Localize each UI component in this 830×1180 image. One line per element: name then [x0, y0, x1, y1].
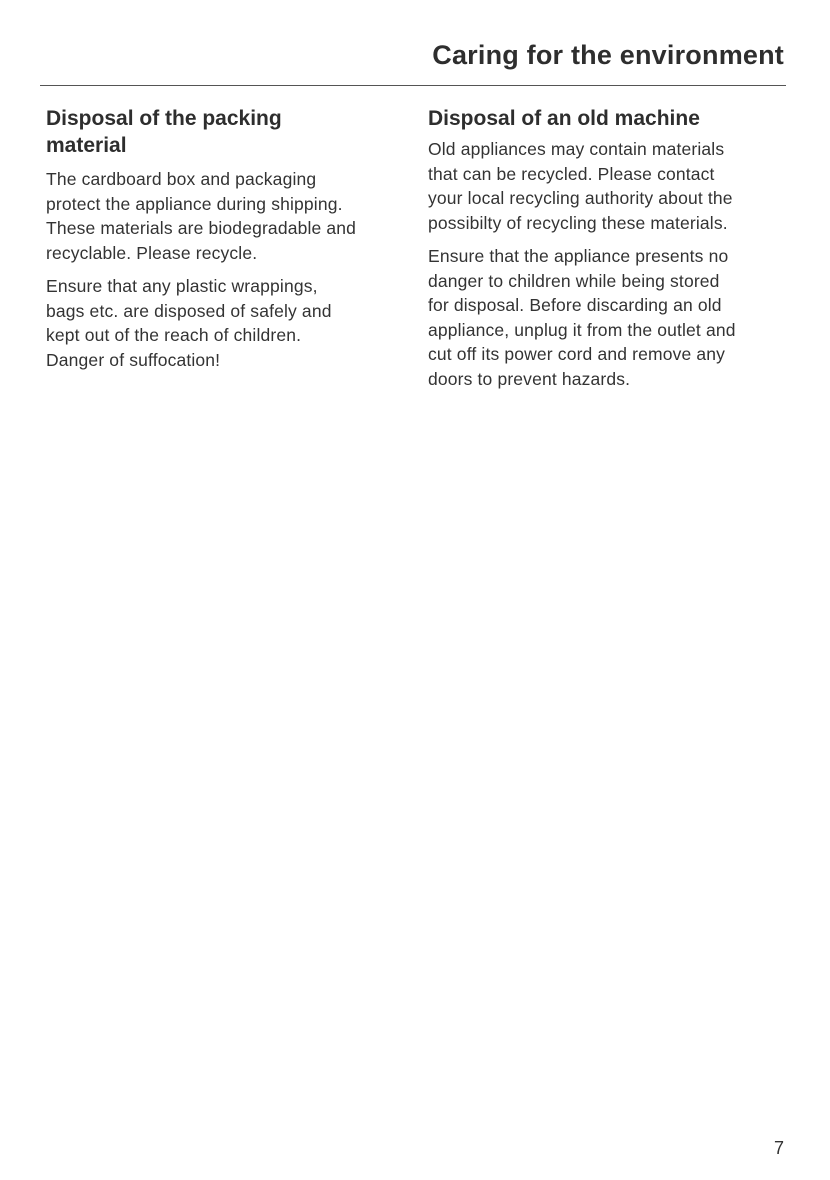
- text-line: These materials are biodegradable and: [46, 218, 357, 238]
- paragraph-old-machine-safety: [428, 244, 793, 391]
- header-divider: [40, 85, 786, 86]
- text-line: kept out of the reach of children.: [46, 325, 302, 345]
- paragraph-old-machine-recycle: [428, 137, 793, 235]
- text-line: danger to children while being stored: [428, 270, 720, 291]
- text-line: your local recycling authority about the: [428, 188, 733, 208]
- text-line: recyclable. Please recycle.: [46, 242, 258, 263]
- text-line: appliance, unplug it from the outlet and: [428, 319, 736, 340]
- text-line: Ensure that any plastic wrappings,: [46, 276, 318, 296]
- text-line: for disposal. Before discarding an old: [428, 295, 722, 315]
- text-line: Ensure that the appliance presents no: [428, 246, 729, 266]
- text-line: protect the appliance during shipping.: [46, 193, 343, 214]
- section-packing-disposal: [46, 105, 406, 381]
- text-line: Old appliances may contain materials: [428, 139, 725, 159]
- text-line: Danger of suffocation!: [46, 349, 221, 370]
- page-title: Caring for the environment: [432, 40, 784, 70]
- text-line: cut off its power cord and remove any: [428, 344, 726, 364]
- text-line: doors to prevent hazards.: [428, 368, 631, 389]
- page-number: 7: [773, 1138, 784, 1158]
- text-line: The cardboard box and packaging: [46, 169, 317, 189]
- paragraph-packing-safety: [46, 274, 406, 372]
- text-line: bags etc. are disposed of safely and: [46, 300, 332, 321]
- text-line: possibilty of recycling these materials.: [428, 212, 728, 233]
- section-heading-old-machine: Disposal of an old machine: [428, 107, 700, 130]
- page-header: [40, 38, 786, 88]
- section-heading-packing: [46, 105, 406, 159]
- paragraph-packing-recycle: [46, 167, 406, 265]
- section-old-machine-disposal: [428, 105, 793, 400]
- heading-line: material: [46, 134, 127, 157]
- text-line: that can be recycled. Please contact: [428, 163, 715, 184]
- heading-line: Disposal of the packing: [46, 107, 282, 130]
